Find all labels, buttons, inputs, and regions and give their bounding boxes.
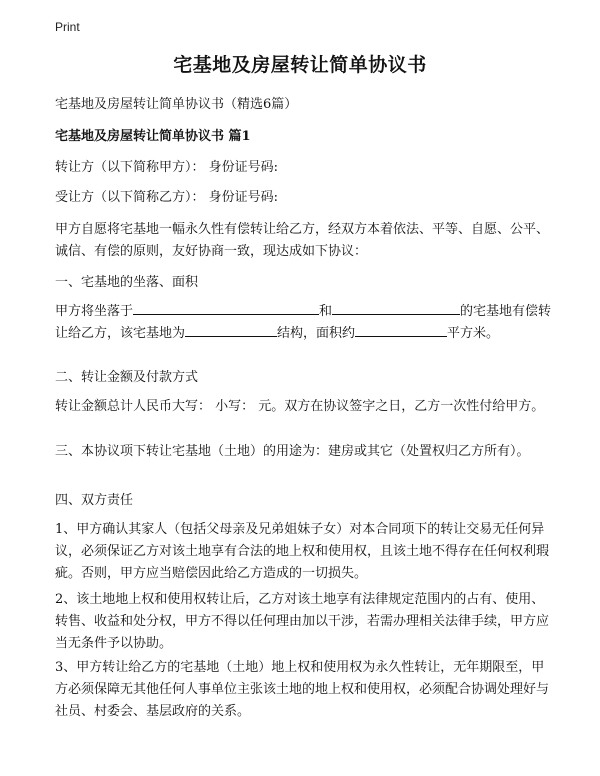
area-blank[interactable] xyxy=(355,323,447,337)
structure-blank[interactable] xyxy=(185,323,277,337)
heading-payment: 二、转让金额及付款方式 xyxy=(55,370,199,385)
payment-paragraph: 转让金额总计人民币大写： 小写： 元。双方在协议签字之日，乙方一次性付给甲方。 xyxy=(55,399,545,414)
heading-duties: 四、双方责任 xyxy=(55,493,134,508)
transferor-line: 转让方（以下简称甲方）： 身份证号码: xyxy=(55,160,279,175)
section-heading: 宅基地及房屋转让简单协议书 篇1 xyxy=(55,129,251,144)
location-text-4: 结构，面积约 xyxy=(277,326,356,341)
location-blank-1[interactable] xyxy=(133,301,319,315)
heading-location: 一、宅基地的坐落、面积 xyxy=(55,275,199,290)
document-title: 宅基地及房屋转让简单协议书 xyxy=(173,54,427,76)
location-text-3: 的宅基地有偿转让给乙方，该宅基地为 xyxy=(55,304,552,341)
duty-paragraph-3: 3、甲方转让给乙方的宅基地（土地）地上权和使用权为永久性转让，无年期限至，甲方必须保障无其他任何人事单位主张该土地的地上权和使用权，必须配合协调处理好与社员、村委会、基层政府的关系。 xyxy=(55,660,550,719)
intro-paragraph: 甲方自愿将宅基地一幅永久性有偿转让给乙方，经双方本着依法、平等、自愿、公平、诚信、有偿的原则，友好协商一致，现达成如下协议： xyxy=(55,222,550,259)
document-subtitle: 宅基地及房屋转让简单协议书（精选6篇） xyxy=(55,97,298,112)
duty-paragraph-2: 2、该土地地上权和使用权转让后，乙方对该土地享有法律规定范围内的占有、使用、转售、收益和处分权，甲方不得以任何理由加以干涉，若需办理相关法律手续，甲方应当无条件予以协助。 xyxy=(55,592,550,651)
duty-paragraph-1: 1、甲方确认其家人（包括父母亲及兄弟姐妹子女）对本合同项下的转让交易无任何异议，必须保证乙方对该土地享有合法的地上权和使用权，且该土地不得存在任何权利瑕疵。否则，甲方应当赔偿因此给乙方造成的一切损失。 xyxy=(55,522,550,581)
location-blank-2[interactable] xyxy=(332,301,460,315)
location-paragraph xyxy=(55,301,555,345)
location-text-1: 甲方将坐落于 xyxy=(55,304,134,319)
heading-usage: 三、本协议项下转让宅基地（土地）的用途为：建房或其它（处置权归乙方所有）。 xyxy=(55,444,530,459)
transferee-line: 受让方（以下简称乙方）： 身份证号码: xyxy=(55,190,279,205)
location-text-5: 平方米。 xyxy=(447,326,500,341)
print-link[interactable]: Print xyxy=(55,20,80,34)
location-text-2: 和 xyxy=(319,304,333,319)
